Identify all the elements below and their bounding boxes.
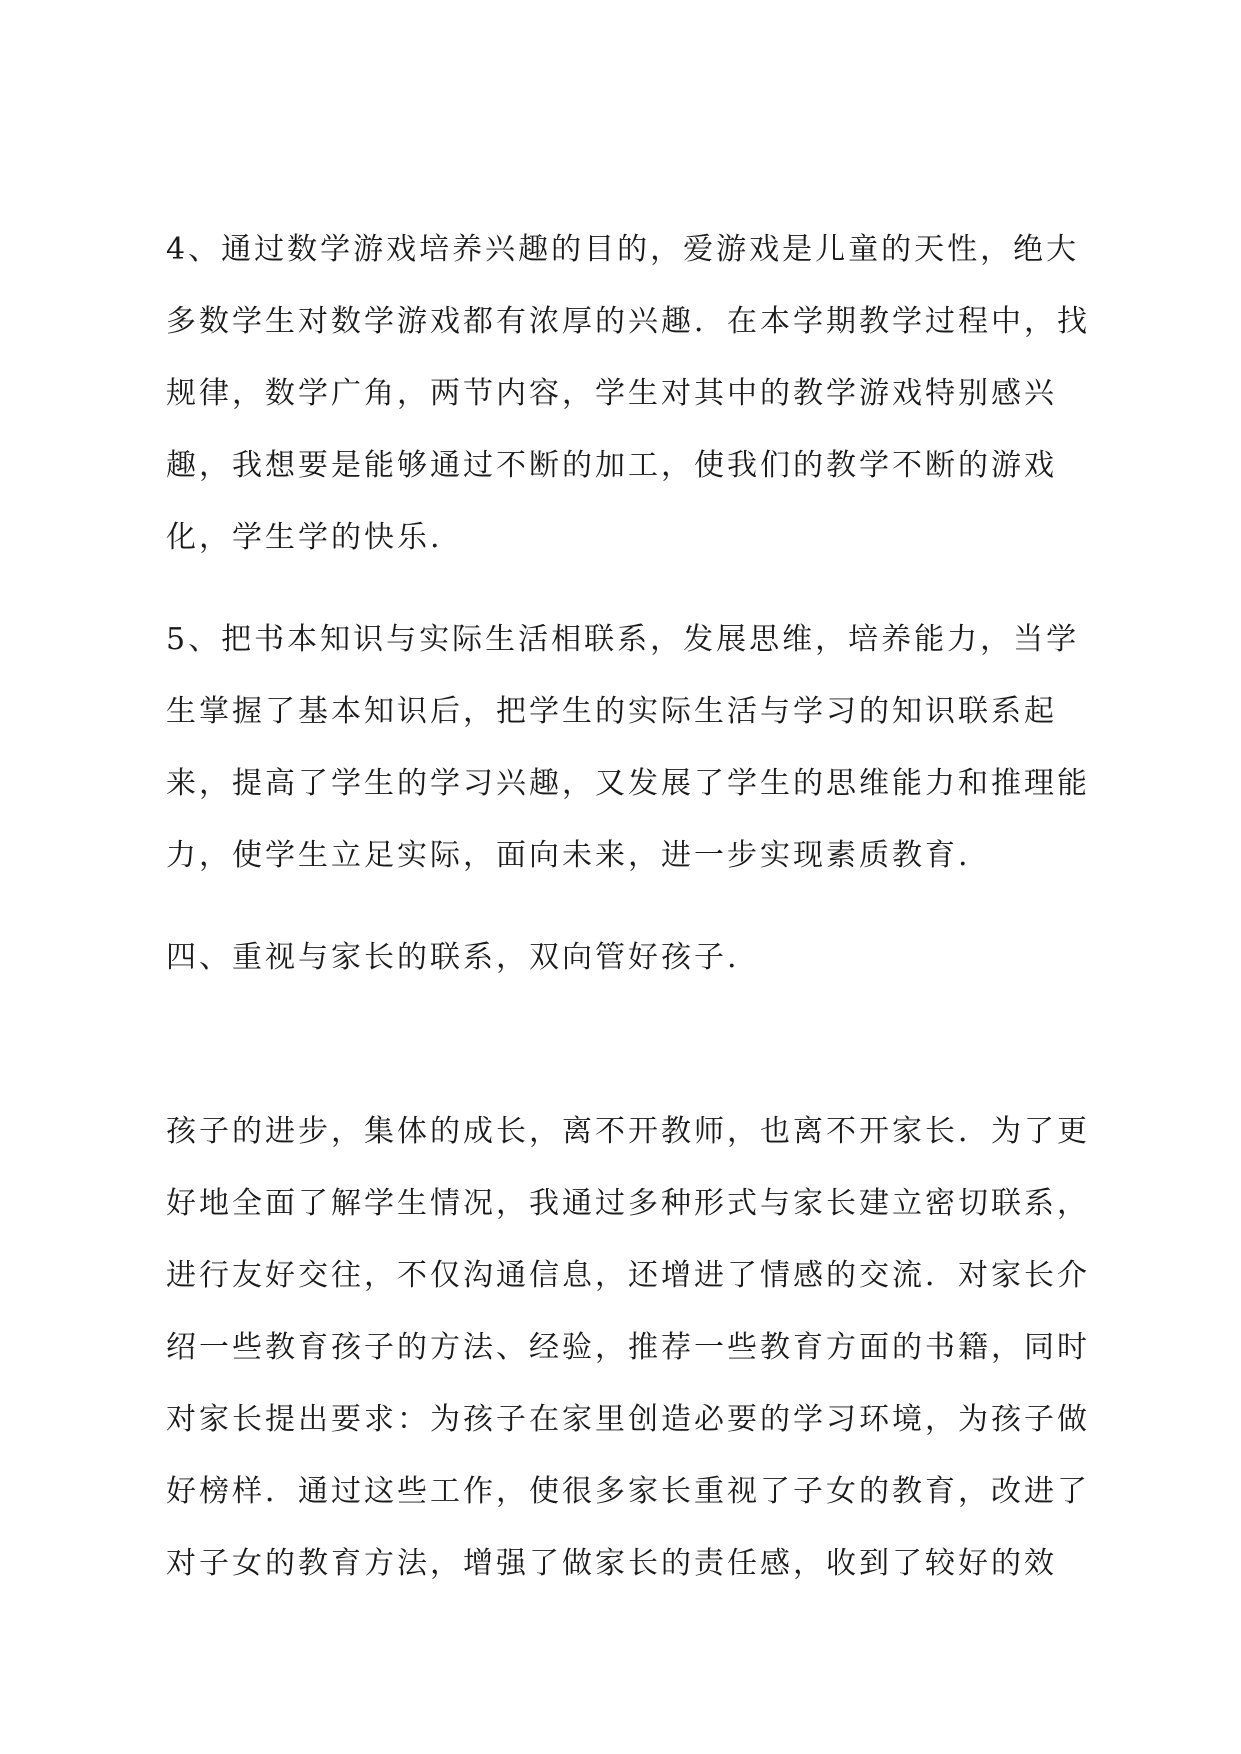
paragraph-line: 绍一些教育孩子的方法、经验，推荐一些教育方面的书籍，同时 (166, 1330, 1090, 1365)
paragraph-line: 进行友好交往，不仅沟通信息，还增进了情感的交流．对家长介 (166, 1258, 1090, 1293)
paragraph-line: 规律，数学广角，两节内容，学生对其中的教学游戏特别感兴 (166, 376, 1057, 411)
paragraph-line: 趣，我想要是能够通过不断的加工，使我们的教学不断的游戏 (166, 448, 1057, 483)
paragraph-line: 来，提高了学生的学习兴趣，又发展了学生的思维能力和推理能 (166, 766, 1090, 801)
paragraph-line: 孩子的进步，集体的成长，离不开教师，也离不开家长．为了更 (166, 1114, 1090, 1149)
paragraph-real-life (166, 604, 1096, 892)
paragraph-line: 多数学生对数学游戏都有浓厚的兴趣．在本学期教学过程中，找 (166, 304, 1090, 339)
paragraph-line: 化，学生学的快乐. (166, 520, 443, 555)
heading-line: 四、重视与家长的联系，双向管好孩子. (166, 940, 740, 975)
paragraph-math-games (166, 214, 1096, 574)
paragraph-line: 对家长提出要求：为孩子在家里创造必要的学习环境，为孩子做 (166, 1402, 1090, 1437)
paragraph-line: 5、把书本知识与实际生活相联系，发展思维，培养能力，当学 (166, 622, 1080, 657)
paragraph-line: 4、通过数学游戏培养兴趣的目的，爱游戏是儿童的天性，绝大 (166, 232, 1080, 267)
paragraph-line: 对子女的教育方法，增强了做家长的责任感，收到了较好的效 (166, 1546, 1057, 1581)
paragraph-parents (166, 1096, 1096, 1600)
paragraph-line: 好榜样．通过这些工作，使很多家长重视了子女的教育，改进了 (166, 1474, 1090, 1509)
paragraph-line: 力，使学生立足实际，面向未来，进一步实现素质教育. (166, 838, 971, 873)
section-heading (166, 922, 1096, 994)
paragraph-line: 生掌握了基本知识后，把学生的实际生活与学习的知识联系起 (166, 694, 1057, 729)
paragraph-line: 好地全面了解学生情况，我通过多种形式与家长建立密切联系， (166, 1186, 1090, 1221)
